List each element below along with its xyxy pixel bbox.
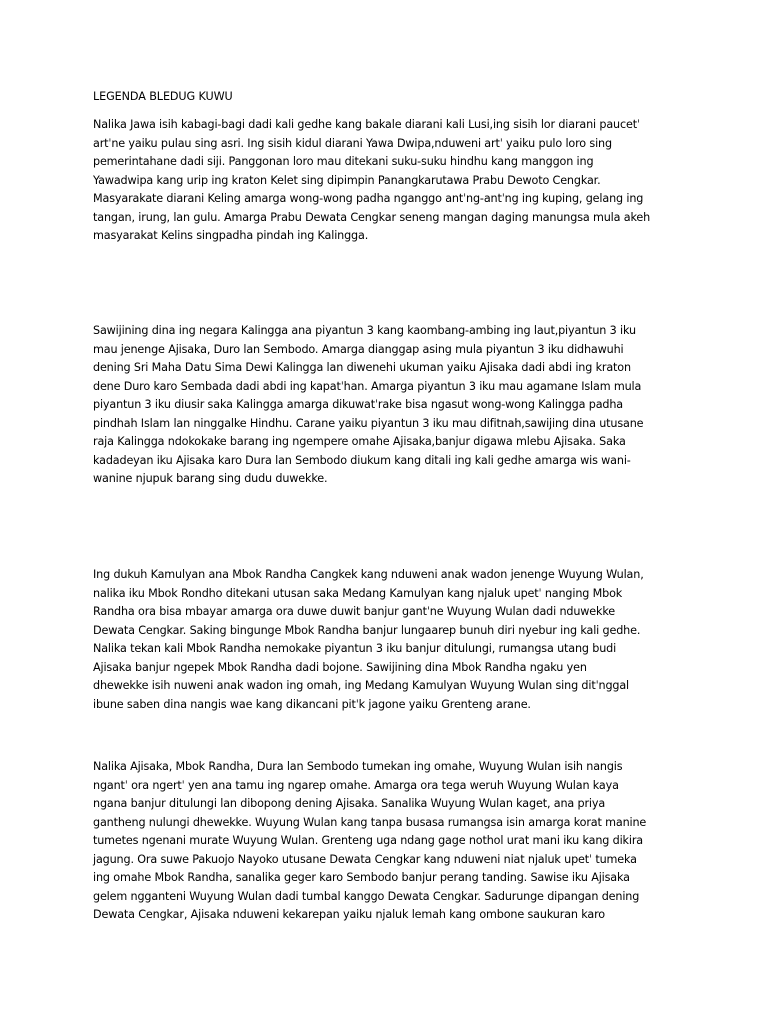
paragraph-line: gantheng nulungi dhewekke. Wuyung Wulan kang tanpa busasa rumangsa isin amarga korat manine (93, 815, 647, 829)
paragraph-line: Sawijining dina ing negara Kalingga ana piyantun 3 kang kaombang-ambing ing laut,piyantun 3 iku (93, 324, 636, 337)
paragraph-line: wanine njupuk barang sing dudu duwekke. (93, 472, 328, 485)
paragraph-1 (93, 116, 673, 246)
paragraph-line: pemerintahane dadi siji. Panggonan loro mau ditekani suku-suku hindhu kang manggon ing (93, 155, 594, 168)
paragraph-line: dene Duro karo Sembada dadi abdi ing kapatˈhan. Amarga piyantun 3 iku mau agamane Islam mula (93, 379, 642, 393)
paragraph-line: kadadeyan iku Ajisaka karo Dura lan Sembodo diukum kang ditali ing kali gedhe amarga wis wani- (93, 453, 631, 467)
paragraph-line: jagung. Ora suwe Pakuojo Nayoko utusane Dewata Cengkar kang nduweni niat njaluk upetˈ tumeka (93, 852, 637, 866)
paragraph-3 (93, 566, 673, 714)
paragraph-line: ngana banjur ditulungi lan dibopong dening Ajisaka. Sanalika Wuyung Wulan kaget, ana priya (93, 797, 606, 810)
paragraph-line: gelem ngganteni Wuyung Wulan dadi tumbal kanggo Dewata Cengkar. Sadurunge dipangan dening (93, 889, 640, 903)
paragraph-line: Nalika Ajisaka, Mbok Randha, Dura lan Sembodo tumekan ing omahe, Wuyung Wulan isih nangis (93, 760, 623, 773)
paragraph-line: dening Sri Maha Datu Sima Dewi Kalingga lan diwenehi ukuman yaiku Ajisaka dadi abdi ing kraton (93, 361, 631, 374)
paragraph-line: Randha ora bisa mbayar amarga ora duwe duwit banjur gantˈne Wuyung Wulan dadi nduwekke (93, 605, 616, 618)
paragraph-line: Nalika Jawa isih kabagi-bagi dadi kali gedhe kang bakale diarani kali Lusi,ing sisih lor diarani paucetˈ (93, 118, 640, 131)
paragraph-line: Dewata Cengkar. Saking bingunge Mbok Randha banjur lungaarep bunuh diri nyebur ing kali gedhe. (93, 623, 641, 637)
paragraph-line: piyantun 3 iku diusir saka Kalingga amarga dikuwatˈrake bisa ngasut wong-wong Kalingga padha (93, 398, 623, 411)
paragraph-line: ngantˈ ora ngertˈ yen ana tamu ing ngarep omahe. Amarga ora tega weruh Wuyung Wulan kaya (93, 778, 619, 792)
paragraph-line: Ajisaka banjur ngepek Mbok Randha dadi bojone. Sawijining dina Mbok Randha ngaku yen (93, 660, 587, 674)
paragraph-line: Ing dukuh Kamulyan ana Mbok Randha Cangkek kang nduweni anak wadon jenenge Wuyung Wulan, (93, 568, 644, 581)
document-title: LEGENDA BLEDUG KUWU (93, 90, 233, 103)
paragraph-line: tangan, irung, lan gulu. Amarga Prabu Dewata Cengkar seneng mangan daging manungsa mula akeh (93, 210, 651, 224)
paragraph-4 (93, 758, 673, 925)
paragraph-line: Masyarakate diarani Keling amarga wong-wong padha nganggo antˈng-antˈng ing kuping, gelang ing (93, 192, 644, 205)
paragraph-line: pindhah Islam lan ninggalke Hindhu. Carane yaiku piyantun 3 iku mau difitnah,sawijing dina utusane (93, 416, 644, 430)
paragraph-line: masyarakat Kelins singpadha pindah ing Kalingga. (93, 229, 369, 242)
paragraph-line: tumetes ngenani murate Wuyung Wulan. Grenteng uga ndang gage nothol urat mani iku kang dikira (93, 834, 643, 847)
paragraph-line: ing omahe Mbok Randha, sanalika geger karo Sembodo banjur perang tanding. Sawise iku Ajisaka (93, 871, 630, 884)
paragraph-line: nalika iku Mbok Rondho ditekani utusan saka Medang Kamulyan kang njaluk upetˈ nanging Mbok (93, 586, 623, 600)
paragraph-line: Yawadwipa kang urip ing kraton Kelet sing dipimpin Panangkarutawa Prabu Dewoto Cengkar. (93, 173, 601, 187)
paragraph-line: artˈne yaiku pulau sing asri. Ing sisih kidul diarani Yawa Dwipa,nduweni artˈ yaiku pulo loro sing (93, 136, 612, 150)
paragraph-line: ibune saben dina nangis wae kang dikancani pitˈk jagone yaiku Grenteng arane. (93, 697, 531, 711)
paragraph-line: mau jenenge Ajisaka, Duro lan Sembodo. Amarga dianggap asing mula piyantun 3 iku didhawuhi (93, 342, 624, 356)
paragraph-2 (93, 322, 673, 489)
paragraph-line: Nalika tekan kali Mbok Randha nemokake piyantun 3 iku banjur ditulungi, rumangsa utang budi (93, 642, 617, 655)
paragraph-line: raja Kalingga ndokokake barang ing ngempere omahe Ajisaka,banjur digawa mlebu Ajisaka. Saka (93, 435, 626, 448)
paragraph-line: Dewata Cengkar, Ajisaka nduweni kekarepan yaiku njaluk lemah kang ombone saukuran karo (93, 908, 605, 921)
paragraph-line: dhewekke isih nuweni anak wadon ing omah, ing Medang Kamulyan Wuyung Wulan sing ditˈnggal (93, 679, 630, 692)
